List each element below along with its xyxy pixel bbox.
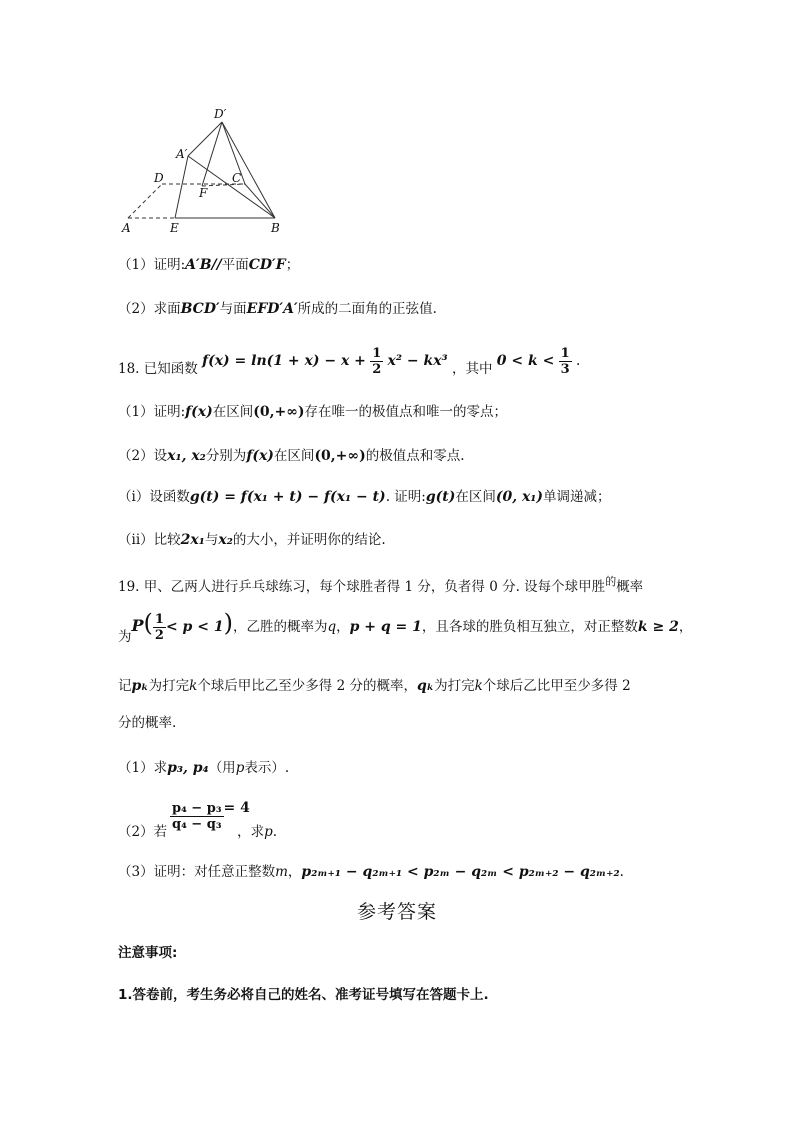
q19-part3: （3）证明：对任意正整数m，p₂ₘ₊₁ − q₂ₘ₊₁ < p₂ₘ − q₂ₘ < p₂ₘ₊₂ − q₂ₘ₊₂. [118,864,624,880]
q17-p2-end: 所成的二面角的正弦值. [297,301,437,317]
q19-line4: 分的概率. [118,715,177,731]
edge-CB [245,184,275,218]
label-F: F [199,186,208,200]
q17-p1-prefix: （1）证明: [118,257,186,273]
label-Dp: D′ [214,107,227,121]
q17-p1-math: A′B// [185,257,222,273]
geometry-figure [110,100,310,240]
label-A: A [122,221,131,235]
q17-p1-end: ； [285,257,300,273]
q17-part1 [118,255,299,275]
q19-line1: 19. 甲、乙两人进行乒乓球练习，每个球胜者得 1 分，负者得 0 分. 设每个球甲胜$^的$概率 [118,575,644,595]
q19-part2: $\frac{\text{p₄ − p₃}}{\text{q₄ − q₃}}$ = 4 [172,800,250,832]
q19-line2: 为P( $\frac{1}{2}$ < p < 1)，乙胜的概率为q，p + q = 1，且各球的胜负相互独立，对正整数k ≥ 2， [118,609,693,645]
q17-p2-math2: EFD′A′ [246,301,298,317]
q18-mid: ，其中 [451,361,493,377]
q19-part2-text: （2）若 ，求p. [118,824,278,840]
q18-function-lhs: f(x) = ln(1 + x) − x + [202,353,366,369]
label-C: C [232,171,242,185]
q18-fraction: $\frac{1}{2}$ [372,346,382,377]
q18-number: 18. 已知函数 [118,361,198,377]
label-Ap: A′ [176,147,188,161]
q17-p2-math: BCD′ [180,301,220,317]
edge-AD [128,184,162,218]
q17-p1-mid: 平面 [221,257,249,273]
q18-condition: 0 < k < [496,353,555,369]
label-B: B [271,221,280,235]
q18-cond-fraction: $\frac{1}{3}$ [560,346,570,377]
q18-function-rhs: x² − kx³ [387,353,448,369]
q18-end: . [575,353,581,369]
q18-part-ii: （ii）比较2x₁与x₂的大小，并证明你的结论. [118,532,386,548]
q18-stem [118,346,580,384]
q17-part2 [118,299,437,319]
q17-p2-mid: 与面 [219,301,247,317]
q17-p2-prefix: （2）求面 [118,301,181,317]
q19-p2-fraction: $\frac{\text{p₄ − p₃}}{\text{q₄ − q₃}}$ [172,801,222,832]
edge-DpB [222,122,275,218]
q18-part-i: （i）设函数g(t) = f(x₁ + t) − f(x₁ − t). 证明:g(t)在区间(0, x₁)单调递减； [118,489,611,505]
label-E: E [170,221,179,235]
q17-p1-math2: CD′F [248,257,286,273]
q19-line3: 记pₖ为打完k个球后甲比乙至少多得 2 分的概率，qₖ为打完k个球后乙比甲至少多得 2 [118,678,631,694]
q18-part2: （2）设x₁, x₂分别为f(x)在区间(0,+∞)的极值点和零点. [118,448,465,464]
label-D: D [154,171,164,185]
q19-part1: （1）求p₃, p₄（用p表示）. [118,760,290,776]
notice-item-1: 1.答卷前，考生务必将自己的姓名、准考证号填写在答题卡上. [118,987,489,1003]
q18-part1: （1）证明:f(x)在区间(0,+∞)存在唯一的极值点和唯一的零点； [118,404,508,420]
answers-heading: 参考答案 [356,901,437,923]
notice-title: 注意事项: [118,945,178,961]
edge-ApE [175,156,188,218]
